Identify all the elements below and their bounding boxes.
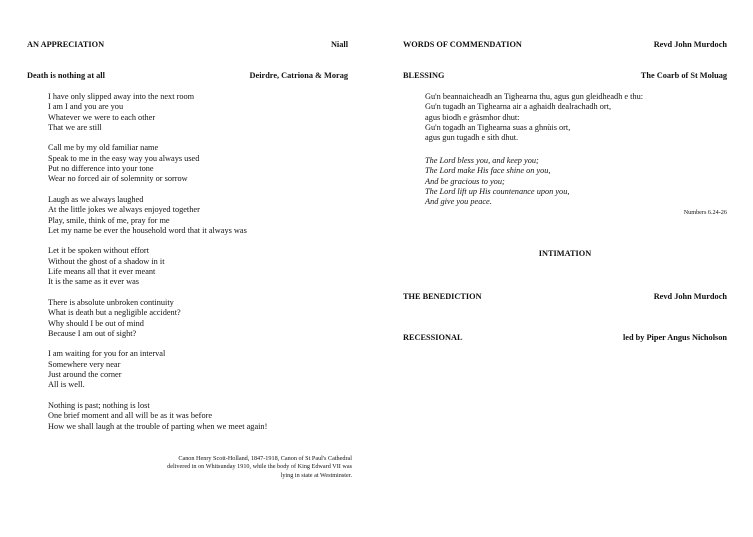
gaelic-blessing [425,92,643,143]
poem-stanza [48,349,348,390]
gaelic-line: Gu'n togadh an Tighearna suas a ghnùis ort, [425,122,571,132]
poem-line: Somewhere very near [48,359,121,369]
poem-line: Laugh as we always laughed [48,194,144,204]
left-page [0,0,376,537]
benediction-name: Revd John Murdoch [653,292,727,301]
poem-stanza [48,143,348,184]
poem-line: Because I am out of sight? [48,328,137,338]
poem-line: Why should I be out of mind [48,318,144,328]
recessional-row [403,333,727,342]
english-blessing [425,156,569,207]
reading-title: Death is nothing at all [27,71,105,80]
commendation-name: Revd John Murdoch [653,40,727,49]
gaelic-line: agus biodh e gràsmhor dhut: [425,112,520,122]
poem-line: One brief moment and all will be as it was before [48,411,213,421]
blessing-name: The Coarb of St Moluag [640,71,727,80]
reading-row [27,71,348,80]
poem-line: That we are still [48,122,102,132]
poem-stanza [48,246,348,287]
scripture-reference: Numbers 6.24-26 [683,209,727,216]
intimation-heading: INTIMATION [538,249,592,258]
blessing-label: BLESSING [403,71,445,80]
poem-attribution [167,455,352,480]
english-line: And give you peace. [425,197,492,207]
benediction-row [403,292,727,301]
poem-text [48,92,348,442]
english-line: The Lord lift up His countenance upon you, [425,186,570,196]
gaelic-line: agus gun tugadh e sìth dhut. [425,133,519,143]
benediction-label: THE BENEDICTION [403,292,482,301]
poem-stanza [48,195,348,236]
poem-line: I am I and you are you [48,102,124,112]
poem-line: Life means all that it ever meant [48,267,156,277]
blessing-row [403,71,727,80]
english-line: The Lord bless you, and keep you; [425,156,539,165]
attribution-line: lying in state at Westminster. [280,471,352,479]
poem-stanza [48,298,348,339]
poem-line: I have only slipped away into the next room [48,92,195,101]
poem-line: Without the ghost of a shadow in it [48,256,165,266]
english-line: The Lord make His face shine on you, [425,166,551,176]
appreciation-name: Niall [330,40,348,49]
poem-line: Let my name be ever the household word that it always was [48,225,247,235]
poem-line: At the little jokes we always enjoyed together [48,205,200,215]
poem-line: Play, smile, think of me, pray for me [48,215,170,225]
recessional-label: RECESSIONAL [403,333,463,342]
poem-line: Wear no forced air of solemnity or sorrow [48,174,188,184]
gaelic-line: Gu'n tugadh an Tighearna air a aghaidh dealrachadh ort, [425,102,612,112]
attribution-line: delivered in on Whitsunday 1910, while the body of King Edward VII was [167,463,352,471]
commendation-label: WORDS OF COMMENDATION [403,40,522,49]
poem-line: Speak to me in the easy way you always used [48,153,200,163]
commendation-row [403,40,727,49]
poem-line: Nothing is past; nothing is lost [48,400,150,410]
english-line: And be gracious to you; [425,176,505,186]
gaelic-line: Gu'n beannaicheadh an Tighearna thu, agus gun gleidheadh e thu: [425,92,644,101]
poem-line: Put no difference into your tone [48,164,154,174]
poem-line: Whatever we were to each other [48,112,156,122]
appreciation-row [27,40,348,49]
recessional-name: led by Piper Angus Nicholson [622,333,727,342]
poem-line: Call me by my old familiar name [48,143,159,153]
poem-line: Let it be spoken without effort [48,246,150,256]
attribution-line: Canon Henry Scott-Holland, 1847-1918, Canon of St Paul's Cathedral [178,455,352,462]
poem-line: How we shall laugh at the trouble of parting when we meet again! [48,421,268,431]
poem-line: What is death but a negligible accident? [48,308,181,318]
poem-line: There is absolute unbroken continuity [48,297,174,307]
right-page [377,0,753,537]
poem-line: All is well. [48,380,85,390]
poem-line: I am waiting for you for an interval [48,349,166,359]
reading-readers: Deirdre, Catriona & Morag [249,71,348,80]
poem-stanza [48,92,348,133]
appreciation-label: AN APPRECIATION [27,40,105,49]
poem-line: It is the same as it ever was [48,277,140,287]
poem-stanza [48,401,348,432]
poem-line: Just around the corner [48,370,122,380]
